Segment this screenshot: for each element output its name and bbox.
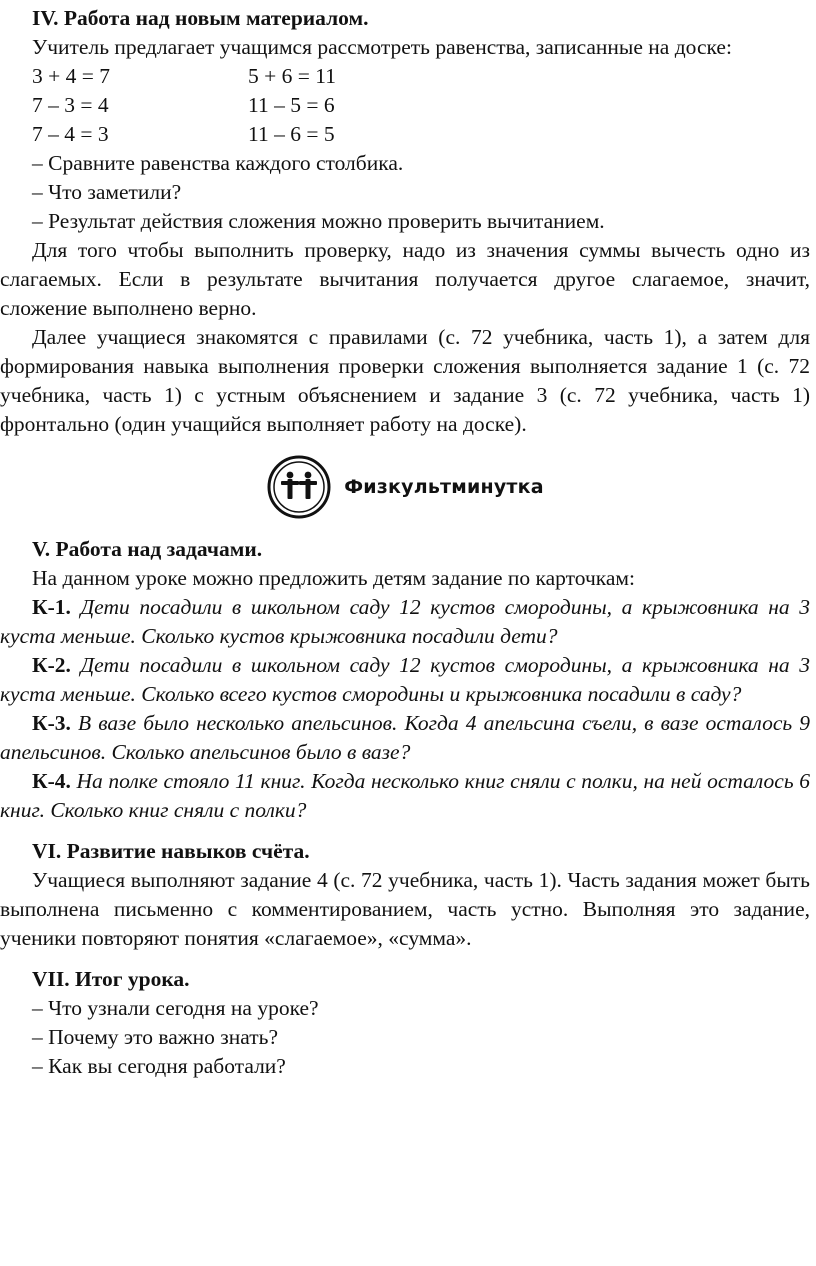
equation-right: 11 – 5 = 6 — [248, 93, 335, 117]
task-card — [0, 593, 810, 651]
task-card — [0, 709, 810, 767]
task-text: Дети посадили в школьном саду 12 кустов смородины, а крыжовника на 3 куста меньше. Сколько всего кустов смородины и крыжовника посадили в саду? — [0, 653, 811, 706]
equation-right: 5 + 6 = 11 — [248, 64, 336, 88]
task-card — [0, 767, 810, 825]
task-label: К-1. — [32, 595, 71, 619]
summary-question: – Что узнали сегодня на уроке? — [32, 996, 319, 1020]
task-text: Дети посадили в школьном саду 12 кустов смородины, а крыжовника на 3 куста меньше. Сколько кустов крыжовника посадили дети? — [0, 595, 811, 648]
equations-block — [0, 62, 810, 149]
task-label: К-4. — [32, 769, 71, 793]
equation-right: 11 – 6 = 5 — [248, 122, 335, 146]
equation-row — [0, 62, 810, 91]
paragraph-textbook-tasks: Далее учащиеся знакомятся с правилами (с. 72 учебника, часть 1), а затем для формирования навыка выполнения проверки сложения выполняется задание 1 (с. 72 учебника, часть 1) с устным объяснением и задание 3 (с. 72 учебника, часть 1) фронтально (один учащийся выполняет работу на доске). — [0, 325, 810, 436]
summary-question: – Как вы сегодня работали? — [32, 1054, 286, 1078]
equation-row — [0, 91, 810, 120]
equation-left: 3 + 4 = 7 — [32, 64, 111, 88]
section-5-heading: V. Работа над задачами. — [32, 537, 263, 561]
section-5-intro: На данном уроке можно предложить детям задание по карточкам: — [32, 566, 636, 590]
summary-question: – Почему это важно знать? — [32, 1025, 279, 1049]
equation-row — [0, 120, 810, 149]
document-page — [0, 4, 810, 1081]
paragraph-check-rule: Для того чтобы выполнить проверку, надо из значения суммы вычесть одно из слагаемых. Если в результате вычитания получается другое слагаемое, значит, сложение выполнено верно. — [0, 238, 810, 320]
physminute-banner — [0, 451, 810, 523]
task-text: На полке стояло 11 книг. Когда несколько книг сняли с полки, на ней осталось 6 книг. Сколько книг сняли с полки? — [0, 769, 811, 822]
dialog-line: – Результат действия сложения можно проверить вычитанием. — [32, 209, 605, 233]
equation-left: 7 – 4 = 3 — [32, 122, 109, 146]
dialog-line: – Что заметили? — [32, 180, 182, 204]
dialog-line: – Сравните равенства каждого столбика. — [32, 151, 404, 175]
section-4-heading: IV. Работа над новым материалом. — [32, 6, 369, 30]
task-label: К-3. — [32, 711, 71, 735]
physminute-label: Физкультминутка — [344, 475, 544, 498]
section-4-intro: Учитель предлагает учащимся рассмотреть равенства, записанные на доске: — [32, 35, 732, 59]
task-text: В вазе было несколько апельсинов. Когда 4 апельсина съели, в вазе осталось 9 апельсинов. Сколько апельсинов было в вазе? — [0, 711, 811, 764]
task-card — [0, 651, 810, 709]
equation-left: 7 – 3 = 4 — [32, 93, 109, 117]
section-7-heading: VII. Итог урока. — [32, 967, 190, 991]
section-6-text: Учащиеся выполняют задание 4 (с. 72 учебника, часть 1). Часть задания может быть выполнена письменно с комментированием, часть устно. Выполняя это задание, ученики повторяют понятия «слагаемое», «сумма». — [0, 868, 810, 950]
task-label: К-2. — [32, 653, 71, 677]
two-figures-icon — [266, 454, 332, 520]
section-6-heading: VI. Развитие навыков счёта. — [32, 839, 310, 863]
